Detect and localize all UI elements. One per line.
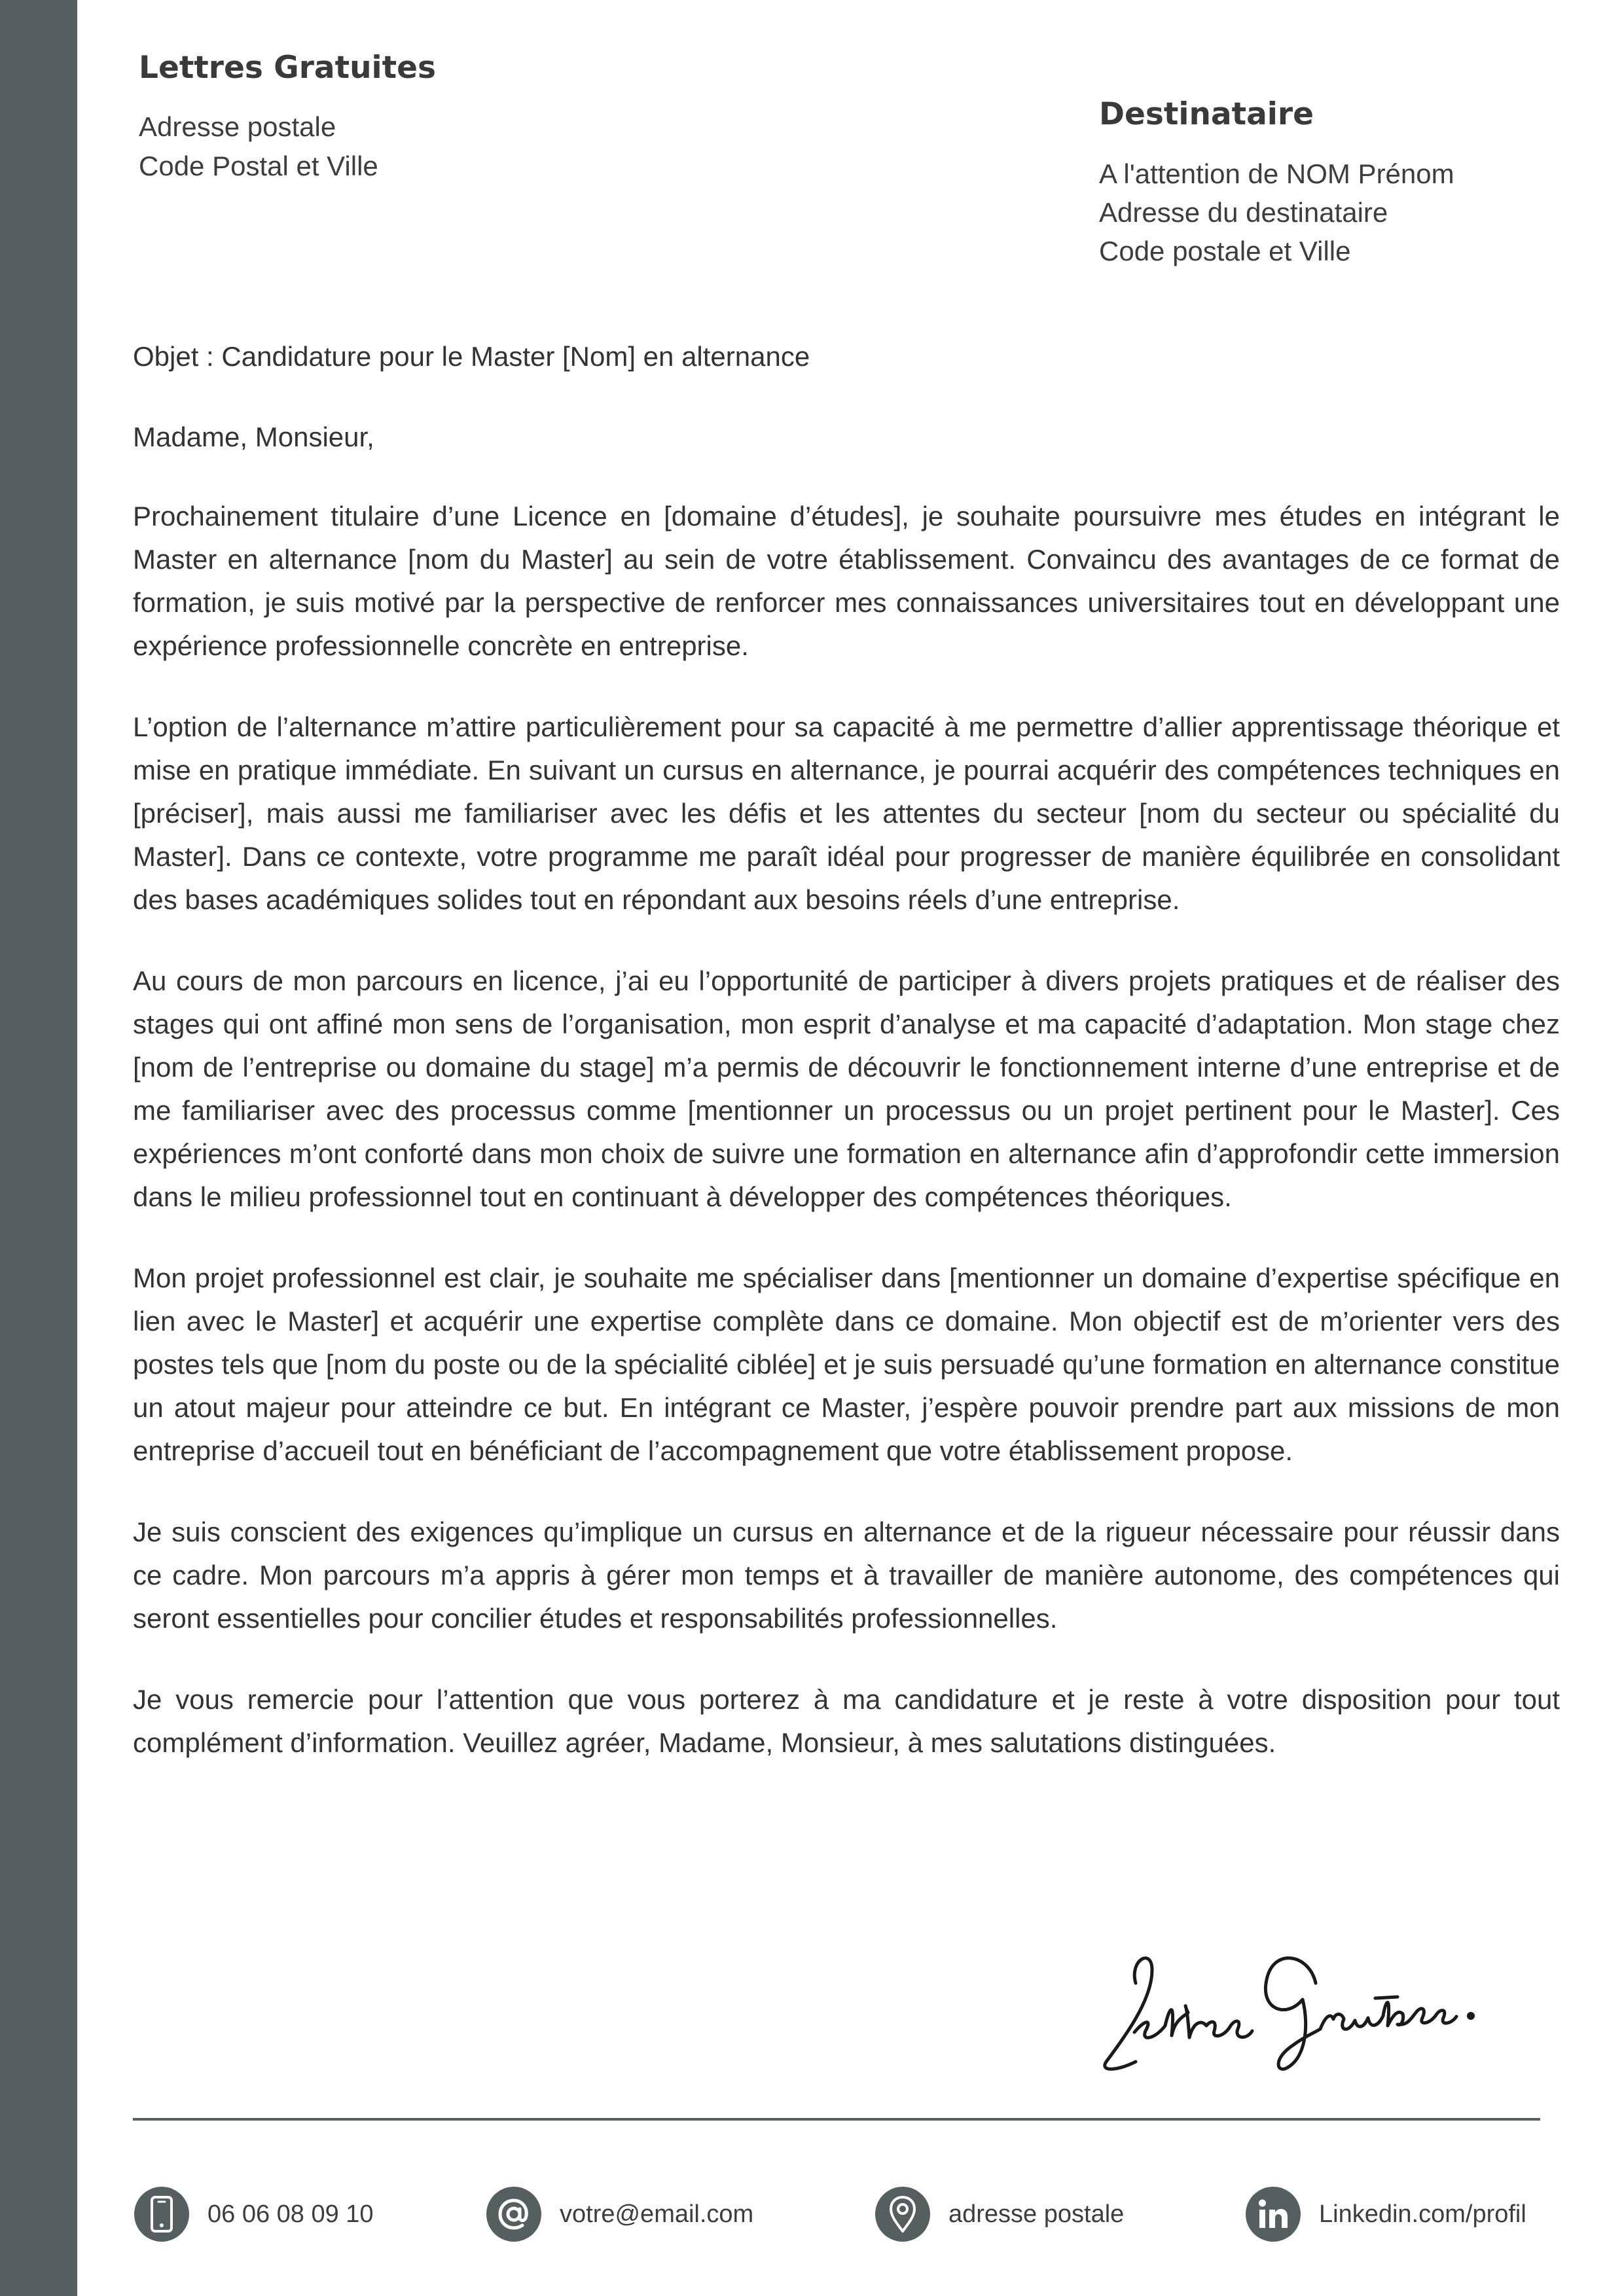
contact-address <box>875 2185 1124 2244</box>
paragraph-4: Mon projet professionnel est clair, je souhaite me spécialiser dans [mentionner un domaine d’expertise spécifique en lien avec le Master] et acquérir une expertise complète dans ce domaine. Mon objectif est de m’orienter vers des postes tels que [nom du poste ou de la spécialité ciblée] et je suis persuadé qu’une formation en alternance constitue un atout majeur pour atteindre ce but. En intégrant ce Master, j’espère pouvoir prendre part aux missions de mon entreprise d’accueil tout en bénéficiant de l’accompagnement que votre établissement propose. <box>133 1263 1560 1466</box>
sender-block <box>139 46 728 186</box>
handwritten-signature <box>1090 1921 1483 2078</box>
linkedin-icon <box>1246 2187 1301 2242</box>
contact-email-text: votre@email.com <box>560 2200 754 2228</box>
letter-body <box>133 335 1560 1803</box>
paragraph-5: Je suis conscient des exigences qu’implique un cursus en alternance et de la rigueur nécessaire pour réussir dans ce cadre. Mon parcours m’a appris à gérer mon temps et à travailler de manière autonome, des compétences qui seront essentielles pour concilier études et responsabilités professionnelles. <box>133 1516 1560 1634</box>
footer-divider <box>133 2118 1540 2121</box>
contact-address-text: adresse postale <box>948 2200 1125 2228</box>
recipient-title: Destinataire <box>1099 96 1314 132</box>
contact-linkedin <box>1246 2185 1526 2244</box>
paragraph-1: Prochainement titulaire d’une Licence en [domaine d’études], je souhaite poursuivre mes études en intégrant le Master en alternance [nom du Master] au sein de votre établissement. Convaincu des avantages de ce format de formation, je suis motivé par la perspective de renforcer mes connaissances universitaires tout en développant une expérience professionnelle concrète en entreprise. <box>133 501 1560 661</box>
sender-name: Lettres Gratuites <box>139 50 436 86</box>
contact-linkedin-text: Linkedin.com/profil <box>1319 2200 1526 2228</box>
letter-subject: Objet : Candidature pour le Master [Nom] en alternance <box>133 341 810 372</box>
location-pin-icon <box>875 2187 930 2242</box>
recipient-attention: A l'attention de NOM Prénom <box>1099 158 1454 189</box>
contact-email <box>486 2185 753 2244</box>
at-sign-icon <box>486 2187 541 2242</box>
paragraph-3: Au cours de mon parcours en licence, j’ai eu l’opportunité de participer à divers projets pratiques et de réaliser des stages qui ont affiné mon sens de l’organisation, mon esprit d’analyse et ma capacité d’adaptation. Mon stage chez [nom de l’entreprise ou domaine du stage] m’a permis de découvrir le fonctionnement interne d’une entreprise et de me familiariser avec des processus comme [mentionner un processus ou un projet pertinent pour le Master]. Ces expériences m’ont conforté dans mon choix de suivre une formation en alternance afin d’approfondir cette immersion dans le milieu professionnel tout en continuant à développer des compétences théoriques. <box>133 965 1560 1212</box>
contact-phone-text: 06 06 08 09 10 <box>208 2200 374 2228</box>
recipient-address: Adresse du destinataire <box>1099 197 1388 228</box>
paragraph-6: Je vous remercie pour l’attention que vous porterez à ma candidature et je reste à votre disposition pour tout complément d’information. Veuillez agréer, Madame, Monsieur, à mes salutations distinguées. <box>133 1684 1560 1758</box>
paragraph-2: L’option de l’alternance m’attire particulièrement pour sa capacité à me permettre d’allier apprentissage théorique et mise en pratique immédiate. En suivant un cursus en alternance, je pourrai acquérir des compétences techniques en [préciser], mais aussi me familiariser avec les défis et les attentes du secteur [nom du secteur ou spécialité du Master]. Dans ce contexte, votre programme me paraît idéal pour progresser de manière équilibrée en consolidant des bases académiques solides tout en répondant aux besoins réels d’une entreprise. <box>133 711 1560 915</box>
sender-address: Adresse postale <box>139 111 336 142</box>
recipient-city: Code postale et Ville <box>1099 236 1351 266</box>
contact-footer <box>133 2185 1560 2244</box>
letter-salutation: Madame, Monsieur, <box>133 422 374 452</box>
recipient-block <box>1099 93 1597 270</box>
left-accent-bar <box>0 0 77 2296</box>
phone-icon <box>134 2187 189 2242</box>
sender-city: Code Postal et Ville <box>139 151 378 181</box>
contact-phone <box>134 2185 374 2244</box>
